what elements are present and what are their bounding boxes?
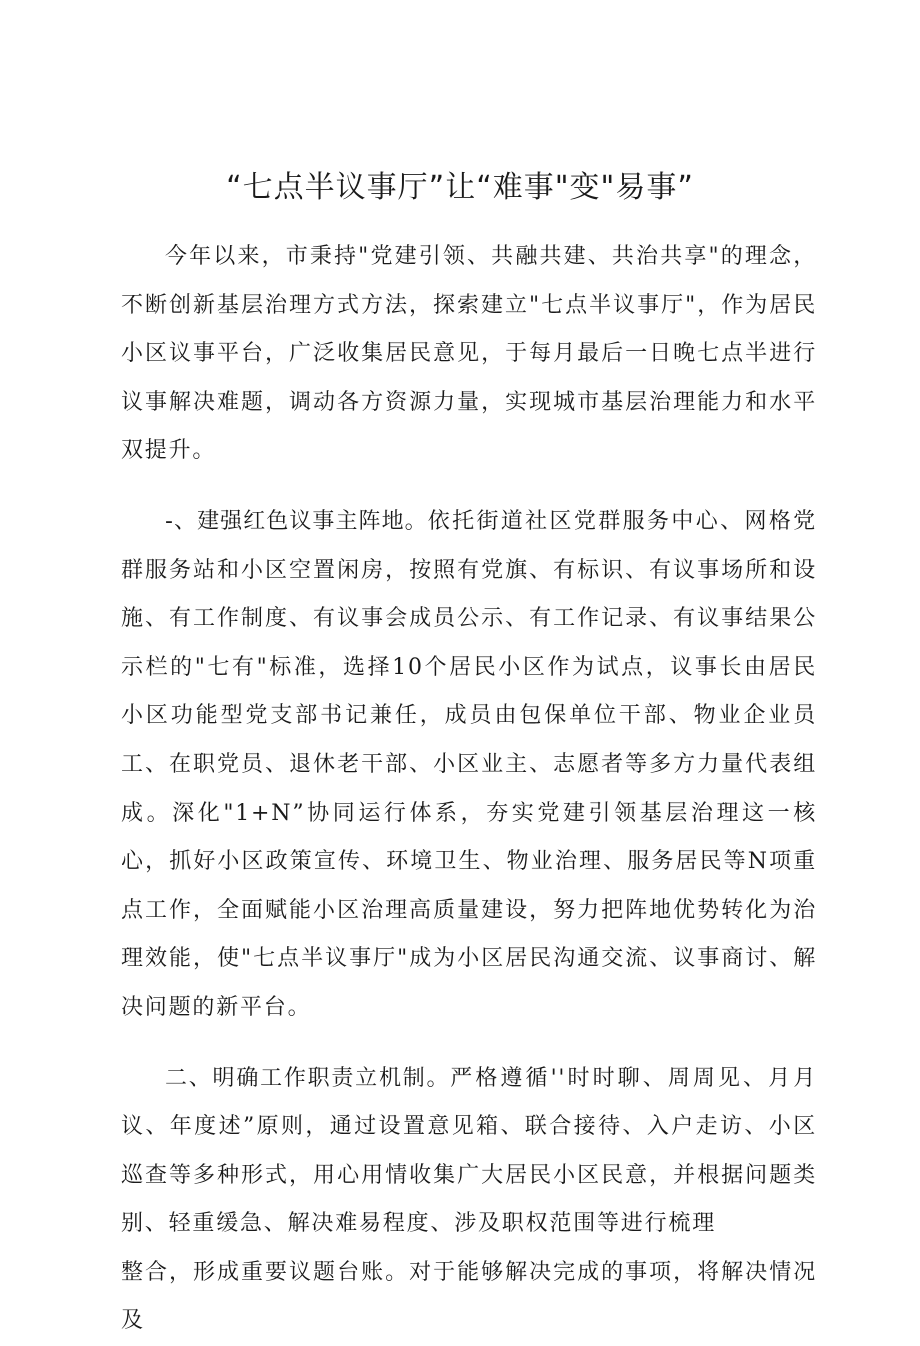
section-1-heading: -、建强红色议事主阵地。 bbox=[165, 509, 428, 534]
section-2-continuation: 整合，形成重要议题台账。对于能够解决完成的事项，将解决情况及 bbox=[121, 1249, 817, 1346]
paragraph-section-2 bbox=[121, 1055, 817, 1346]
paragraph-section-1 bbox=[121, 498, 817, 1033]
paragraph-intro-text: 今年以来，市秉持"党建引领、共融共建、共治共享"的理念，不断创新基层治理方式方法，探索建立"七点半议事厅"，作为居民小区议事平台，广泛收集居民意见，于每月最后一日晚七点半进行议事解决难题，调动各方资源力量，实现城市基层治理能力和水平双提升。 bbox=[121, 244, 817, 463]
document-title: “七点半议事厅”让“难事"变"易事” bbox=[0, 166, 920, 210]
document-body bbox=[121, 233, 817, 1346]
section-2-heading: 二、明确工作职责立机制。 bbox=[165, 1066, 450, 1091]
section-2-text: 严格遵循''时时聊、周周见、月月议、年度述”原则，通过设置意见箱、联合接待、入户走访、小区巡查等多种形式，用心用情收集广大居民小区民意，并根据问题类别、轻重缓急、解决难易程度、涉及职权范围等进行梳理 bbox=[121, 1066, 817, 1237]
section-1-text: 依托街道社区党群服务中心、网格党群服务站和小区空置闲房，按照有党旗、有标识、有议事场所和设施、有工作制度、有议事会成员公示、有工作记录、有议事结果公示栏的"七有"标准，选择10个居民小区作为试点，议事长由居民小区功能型党支部书记兼任，成员由包保单位干部、物业企业员工、在职党员、退休老干部、小区业主、志愿者等多方力量代表组成。深化"1+N”协同运行体系，夯实党建引领基层治理这一核心，抓好小区政策宣传、环境卫生、物业治理、服务居民等N项重点工作，全面赋能小区治理高质量建设，努力把阵地优势转化为治理效能，使"七点半议事厅"成为小区居民沟通交流、议事商讨、解决问题的新平台。 bbox=[121, 509, 817, 1020]
paragraph-intro bbox=[121, 233, 817, 476]
